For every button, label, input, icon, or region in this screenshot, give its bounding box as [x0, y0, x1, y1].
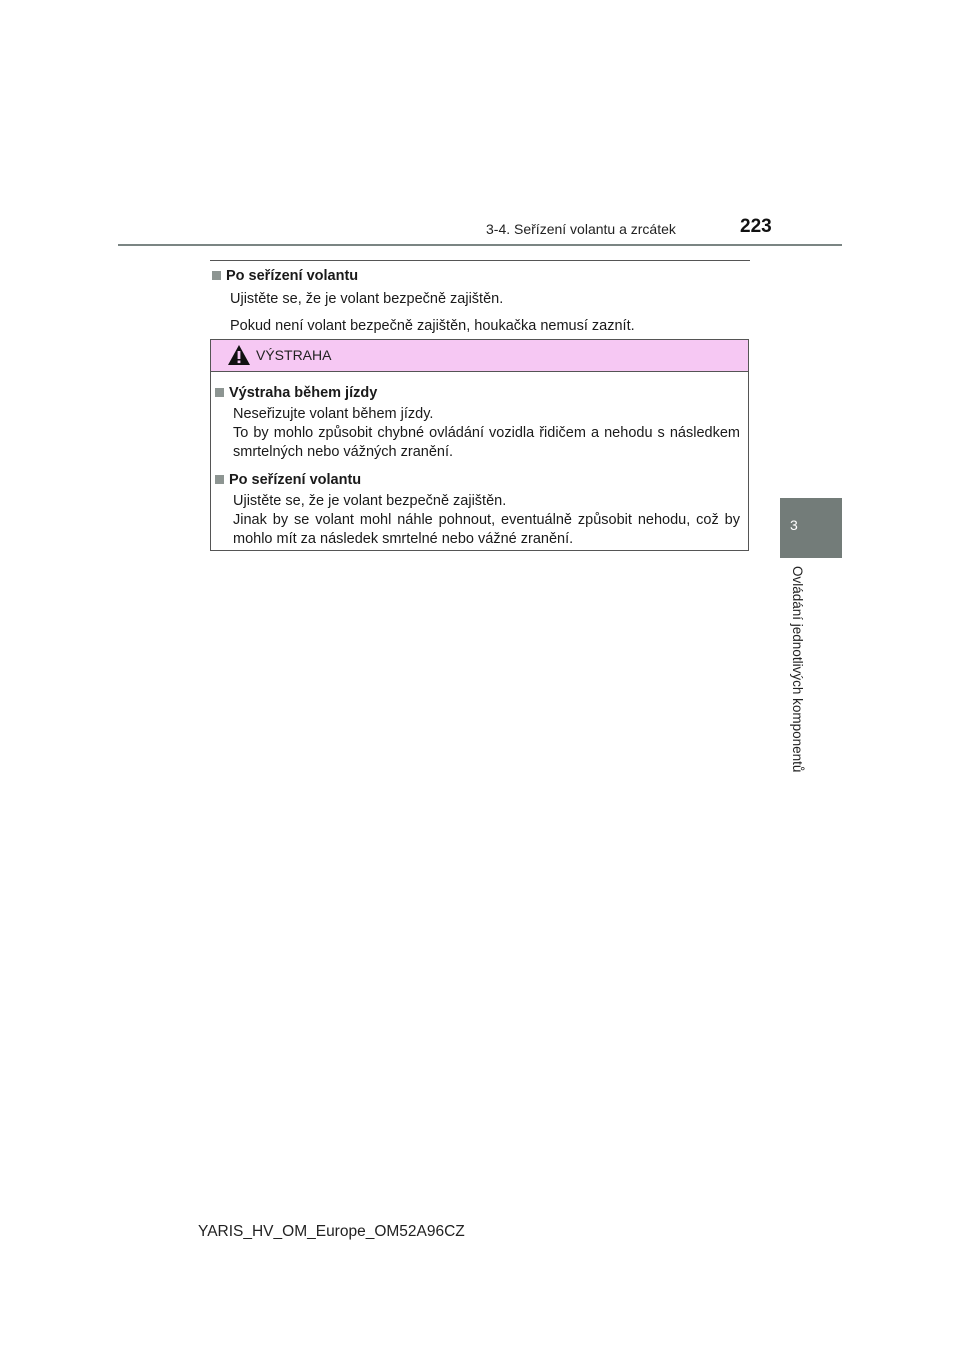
page-number: 223: [740, 216, 772, 237]
paragraph: Ujistěte se, že je volant bezpečně zajištěn.: [230, 291, 504, 307]
warning-item-heading: [215, 470, 740, 490]
warning-item-heading-text: Po seřízení volantu: [229, 472, 362, 488]
chapter-label: Ovládání jednotlivých komponentů: [790, 566, 805, 773]
warning-line: Ujistěte se, že je volant bezpečně zajištěn.: [233, 493, 507, 509]
square-bullet-icon: [215, 475, 224, 484]
warning-item-heading: [215, 383, 740, 403]
content-rule: [210, 260, 750, 261]
chapter-number: 3: [790, 517, 798, 533]
warning-item-heading-text: Výstraha během jízdy: [229, 385, 378, 401]
warning-line: Neseřizujte volant během jízdy.: [233, 406, 434, 422]
header-section-title: 3-4. Seřízení volantu a zrcátek: [486, 221, 676, 237]
warning-title: VÝSTRAHA: [256, 347, 332, 363]
footer-doc-code: YARIS_HV_OM_Europe_OM52A96CZ: [198, 1223, 465, 1240]
paragraph: Pokud není volant bezpečně zajištěn, houkačka nemusí zaznít.: [230, 318, 635, 334]
warning-header: [211, 340, 748, 372]
chapter-tab: [780, 498, 842, 558]
header-rule: [118, 244, 842, 246]
warning-body: [211, 372, 748, 549]
square-bullet-icon: [212, 271, 221, 280]
warning-line: Jinak by se volant mohl náhle pohnout, eventuálně způsobit nehodu, což by mohlo mít za následek smrtelné nebo vážné zranění.: [233, 512, 740, 547]
warning-line: To by mohlo způsobit chybné ovládání vozidla řidičem a nehodu s následkem smrtelných nebo vážných zranění.: [233, 425, 740, 460]
warning-triangle-icon: [227, 344, 251, 366]
section-heading-text: Po seřízení volantu: [226, 268, 359, 284]
section-heading: [212, 266, 742, 286]
square-bullet-icon: [215, 388, 224, 397]
warning-box: [210, 339, 749, 551]
warning-item: [215, 470, 740, 549]
main-section: [212, 266, 742, 336]
warning-item: [215, 383, 740, 462]
